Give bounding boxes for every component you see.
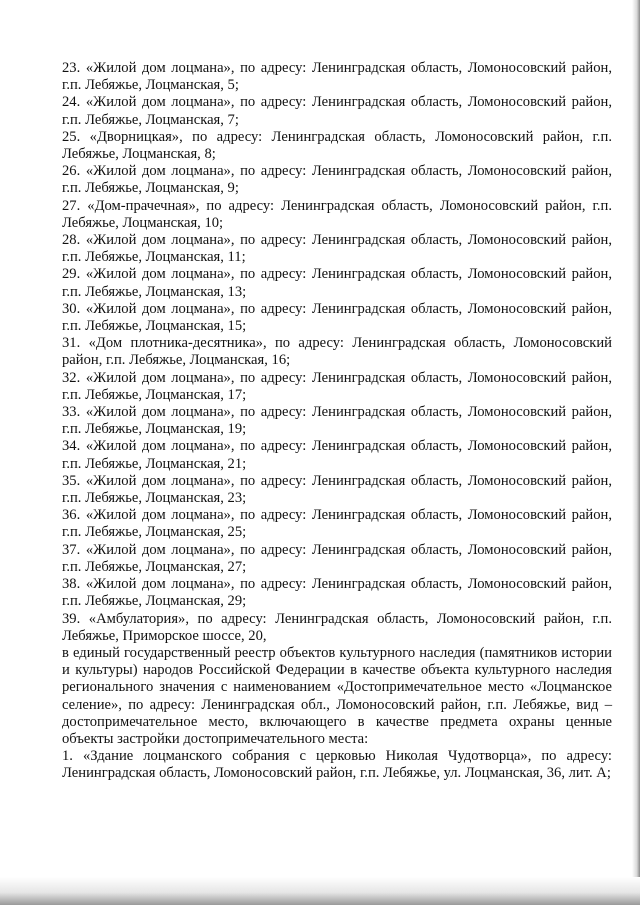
list-item bbox=[62, 370, 612, 404]
scan-edge-bottom bbox=[0, 877, 640, 905]
item-text: «Дом-прачечная», по адресу: Ленинградская область, Ломоносовский район, г.п. Лебяжье, Лоцманская, 10; bbox=[62, 197, 612, 231]
item-text: «Жилой дом лоцмана», по адресу: Ленинградская область, Ломоносовский район, г.п. Лебяжье, Лоцманская, 17; bbox=[62, 369, 612, 403]
item-text: «Дворницкая», по адресу: Ленинградская область, Ломоносовский район, г.п. Лебяжье, Лоцманская, 8; bbox=[62, 128, 613, 163]
item-number: 25. bbox=[62, 128, 81, 145]
item-number: 30. bbox=[62, 300, 81, 317]
item-text: «Дом плотника-десятника», по адресу: Ленинградская область, Ломоносовский район, г.п. Лебяжье, Лоцманская, 16; bbox=[62, 335, 612, 369]
item-number: 27. bbox=[62, 197, 81, 214]
list-item bbox=[62, 94, 612, 128]
list-item bbox=[62, 129, 612, 163]
list-item bbox=[62, 507, 612, 541]
list-item bbox=[62, 60, 612, 94]
list-item bbox=[62, 576, 612, 610]
list-item bbox=[62, 542, 612, 576]
list-item bbox=[62, 611, 612, 645]
list-item bbox=[62, 335, 612, 369]
item-text: «Жилой дом лоцмана», по адресу: Ленинградская область, Ломоносовский район, г.п. Лебяжье, Лоцманская, 13; bbox=[62, 266, 612, 300]
item-text: «Жилой дом лоцмана», по адресу: Ленинградская область, Ломоносовский район, г.п. Лебяжье, Лоцманская, 11; bbox=[62, 232, 612, 266]
list-item bbox=[62, 266, 612, 300]
item-text: «Жилой дом лоцмана», по адресу: Ленинградская область, Ломоносовский район, г.п. Лебяжье, Лоцманская, 19; bbox=[62, 404, 612, 438]
item-number: 32. bbox=[62, 369, 81, 386]
item-number: 34. bbox=[62, 438, 81, 455]
item-text: «Жилой дом лоцмана», по адресу: Ленинградская область, Ломоносовский район, г.п. Лебяжье, Лоцманская, 23; bbox=[62, 472, 612, 507]
item-text: «Жилой дом лоцмана», по адресу: Ленинградская область, Ломоносовский район, г.п. Лебяжье, Лоцманская, 7; bbox=[62, 94, 612, 128]
item-number: 37. bbox=[62, 541, 81, 558]
item-number: 29. bbox=[62, 266, 81, 283]
item-text: «Здание лоцманского собрания с церковью Николая Чудотворца», по адресу: Ленинградская область, Ломоносовский район, г.п. Лебяжье, ул. Лоцманская, 36, лит. А; bbox=[62, 748, 612, 782]
list-item bbox=[62, 301, 612, 335]
item-number: 28. bbox=[62, 232, 81, 249]
item-number: 26. bbox=[62, 163, 81, 180]
item-number: 38. bbox=[62, 576, 81, 593]
scan-edge-right bbox=[632, 0, 640, 905]
item-number: 23. bbox=[62, 60, 81, 76]
item-number: 33. bbox=[62, 404, 81, 421]
list-item bbox=[62, 198, 612, 232]
item-text: «Жилой дом лоцмана», по адресу: Ленинградская область, Ломоносовский район, г.п. Лебяжье, Лоцманская, 21; bbox=[62, 438, 612, 472]
item-number: 35. bbox=[62, 472, 81, 489]
item-number: 24. bbox=[62, 94, 81, 111]
item-text: «Жилой дом лоцмана», по адресу: Ленинградская область, Ломоносовский район, г.п. Лебяжье, Лоцманская, 25; bbox=[62, 507, 612, 541]
item-number: 36. bbox=[62, 507, 81, 524]
item-text: «Жилой дом лоцмана», по адресу: Ленинградская область, Ломоносовский район, г.п. Лебяжье, Лоцманская, 29; bbox=[62, 576, 612, 610]
body-paragraph: в единый государственный реестр объектов культурного наследия (памятников истории и культуры) народов Российской Федерации в качестве объекта культурного наследия регионального значения с наименованием «Достопримечательное место «Лоцманское селение», по адресу: Ленинградская обл., Ломоносовский район, г.п. Лебяжье, вид – достопримечательное место, включающего в качестве предмета охраны ценные объекты застройки достопримечательного места: bbox=[62, 644, 612, 747]
item-number: 39. bbox=[62, 610, 81, 627]
document-body bbox=[62, 60, 612, 783]
item-number: 31. bbox=[62, 335, 81, 352]
list-item bbox=[62, 163, 612, 197]
item-text: «Жилой дом лоцмана», по адресу: Ленинградская область, Ломоносовский район, г.п. Лебяжье, Лоцманская, 27; bbox=[62, 541, 612, 575]
list-item bbox=[62, 404, 612, 438]
list-item bbox=[62, 473, 612, 507]
list-item bbox=[62, 232, 612, 266]
list-item bbox=[62, 748, 612, 782]
item-text: «Амбулатория», по адресу: Ленинградская область, Ломоносовский район, г.п. Лебяжье, Приморское шоссе, 20, bbox=[62, 610, 612, 644]
item-number: 1. bbox=[62, 748, 73, 765]
item-text: «Жилой дом лоцмана», по адресу: Ленинградская область, Ломоносовский район, г.п. Лебяжье, Лоцманская, 9; bbox=[62, 163, 612, 197]
item-text: «Жилой дом лоцмана», по адресу: Ленинградская область, Ломоносовский район, г.п. Лебяжье, Лоцманская, 5; bbox=[62, 60, 612, 94]
item-text: «Жилой дом лоцмана», по адресу: Ленинградская область, Ломоносовский район, г.п. Лебяжье, Лоцманская, 15; bbox=[62, 300, 612, 335]
list-item bbox=[62, 438, 612, 472]
